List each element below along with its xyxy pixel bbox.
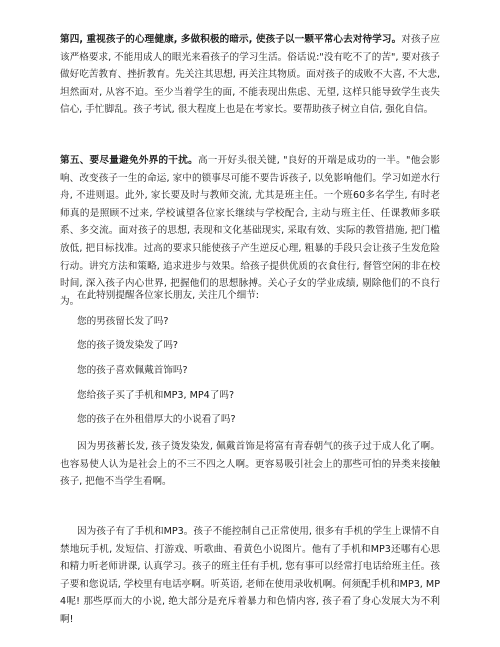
question-dyed-hair: 您的孩子烫发染发了吗? xyxy=(77,340,179,351)
paragraph-4 xyxy=(60,31,440,119)
paragraph-5-body: 高一开好头很关键, "良好的开端是成功的一半。"他会影响、改变孩子一生的命运, 家中的锁事尽可能不要告诉孩子, 以免影响他们。学习如逆水行舟, 不进则退。此外, 家长要及时与教师交流, 尤其是班主任。一个班60多名学生, 有时老师真的是照顾不过来, 学校诚望各位家长继续与学校配合, 主动与班主任、任课教师多联系、多交流。面对孩子的思想, 表现和文化基础现实, 采取有效、实际的教管措施, 把门槛放低, 把目标找准。过高的要求只能使孩子产生逆反心理, 粗暴的手段只会让孩子生发危险行动。讲究方法和策略, 追求进步与效果。给孩子提供优质的衣食住行, 督管空闲的非在校时间, 深入孩子内心世界, 把握他们的思想脉搏。关心子女的学业成绩, 剔除他们的不良行为。 xyxy=(60,155,440,307)
paragraph-4-body: 对孩子应该严格要求, 不能用成人的眼光来看孩子的学习生活。俗话说:"没有吃不了的苦", 要对孩子做好吃苦教育、挫折教育。先关注其思想, 再关注其物质。面对孩子的成败不大喜, 不大悲, 坦然面对, 从容不迫。至少当着学生的面, 不能表现出焦虑、无望, 这样只能导致学生丧失信心, 手忙脚乱。孩子考试, 很大程度上也是在考家长。要帮助孩子树立自信, 强化自信。 xyxy=(60,34,441,116)
question-long-hair: 您的男孩留长发了吗? xyxy=(77,316,169,327)
paragraph-phone-novels xyxy=(60,523,440,629)
paragraph-5-heading: 第五、要尽量避免外界的干扰。 xyxy=(60,155,198,166)
paragraph-phone-novels-text: 因为孩子有了手机和MP3。孩子不能控制自己正常使用, 很多有手机的学生上课情不自禁地玩手机, 发短信、打游戏、听歌曲、看黄色小说图片。他有了手机和MP3还哪有心思和精力听老师讲课, 认真学习。孩子的班主任有手机, 您有事可以经常打电话给班主任。孩子要和您说话, 学校里有电话亭啊。听英语, 老师在使用录收机啊。何须配手机和MP3, MP4呢! 那些厚而大的小说, 绝大部分是充斥着暴力和色情内容, 孩子看了身心发展大为不利啊! xyxy=(60,526,440,625)
reminder-intro-text: 在此特别提醒各位家长朋友, 关注几个细节: xyxy=(77,290,260,301)
paragraph-4-heading: 第四, 重视孩子的心理健康, 多做积极的暗示, 使孩子以一颗平常心去对待学习。 xyxy=(60,34,402,45)
reminder-intro xyxy=(60,287,440,305)
question-novels: 您的孩子在外租借厚大的小说看了吗? xyxy=(77,414,236,425)
question-jewelry: 您的孩子喜欢佩戴首饰吗? xyxy=(77,365,188,376)
paragraph-hair-jewelry-text: 因为男孩蓄长发, 孩子烫发染发, 佩戴首饰是将富有青春朝气的孩子过于成人化了啊。也容易使人认为是社会上的不三不四之人啊。更容易吸引社会上的那些可怕的异类来接触孩子, 把他不当学生看啊。 xyxy=(60,441,440,488)
question-phone-mp3: 您给孩子买了手机和MP3, MP4了吗? xyxy=(77,390,235,401)
paragraph-hair-jewelry xyxy=(60,438,440,491)
